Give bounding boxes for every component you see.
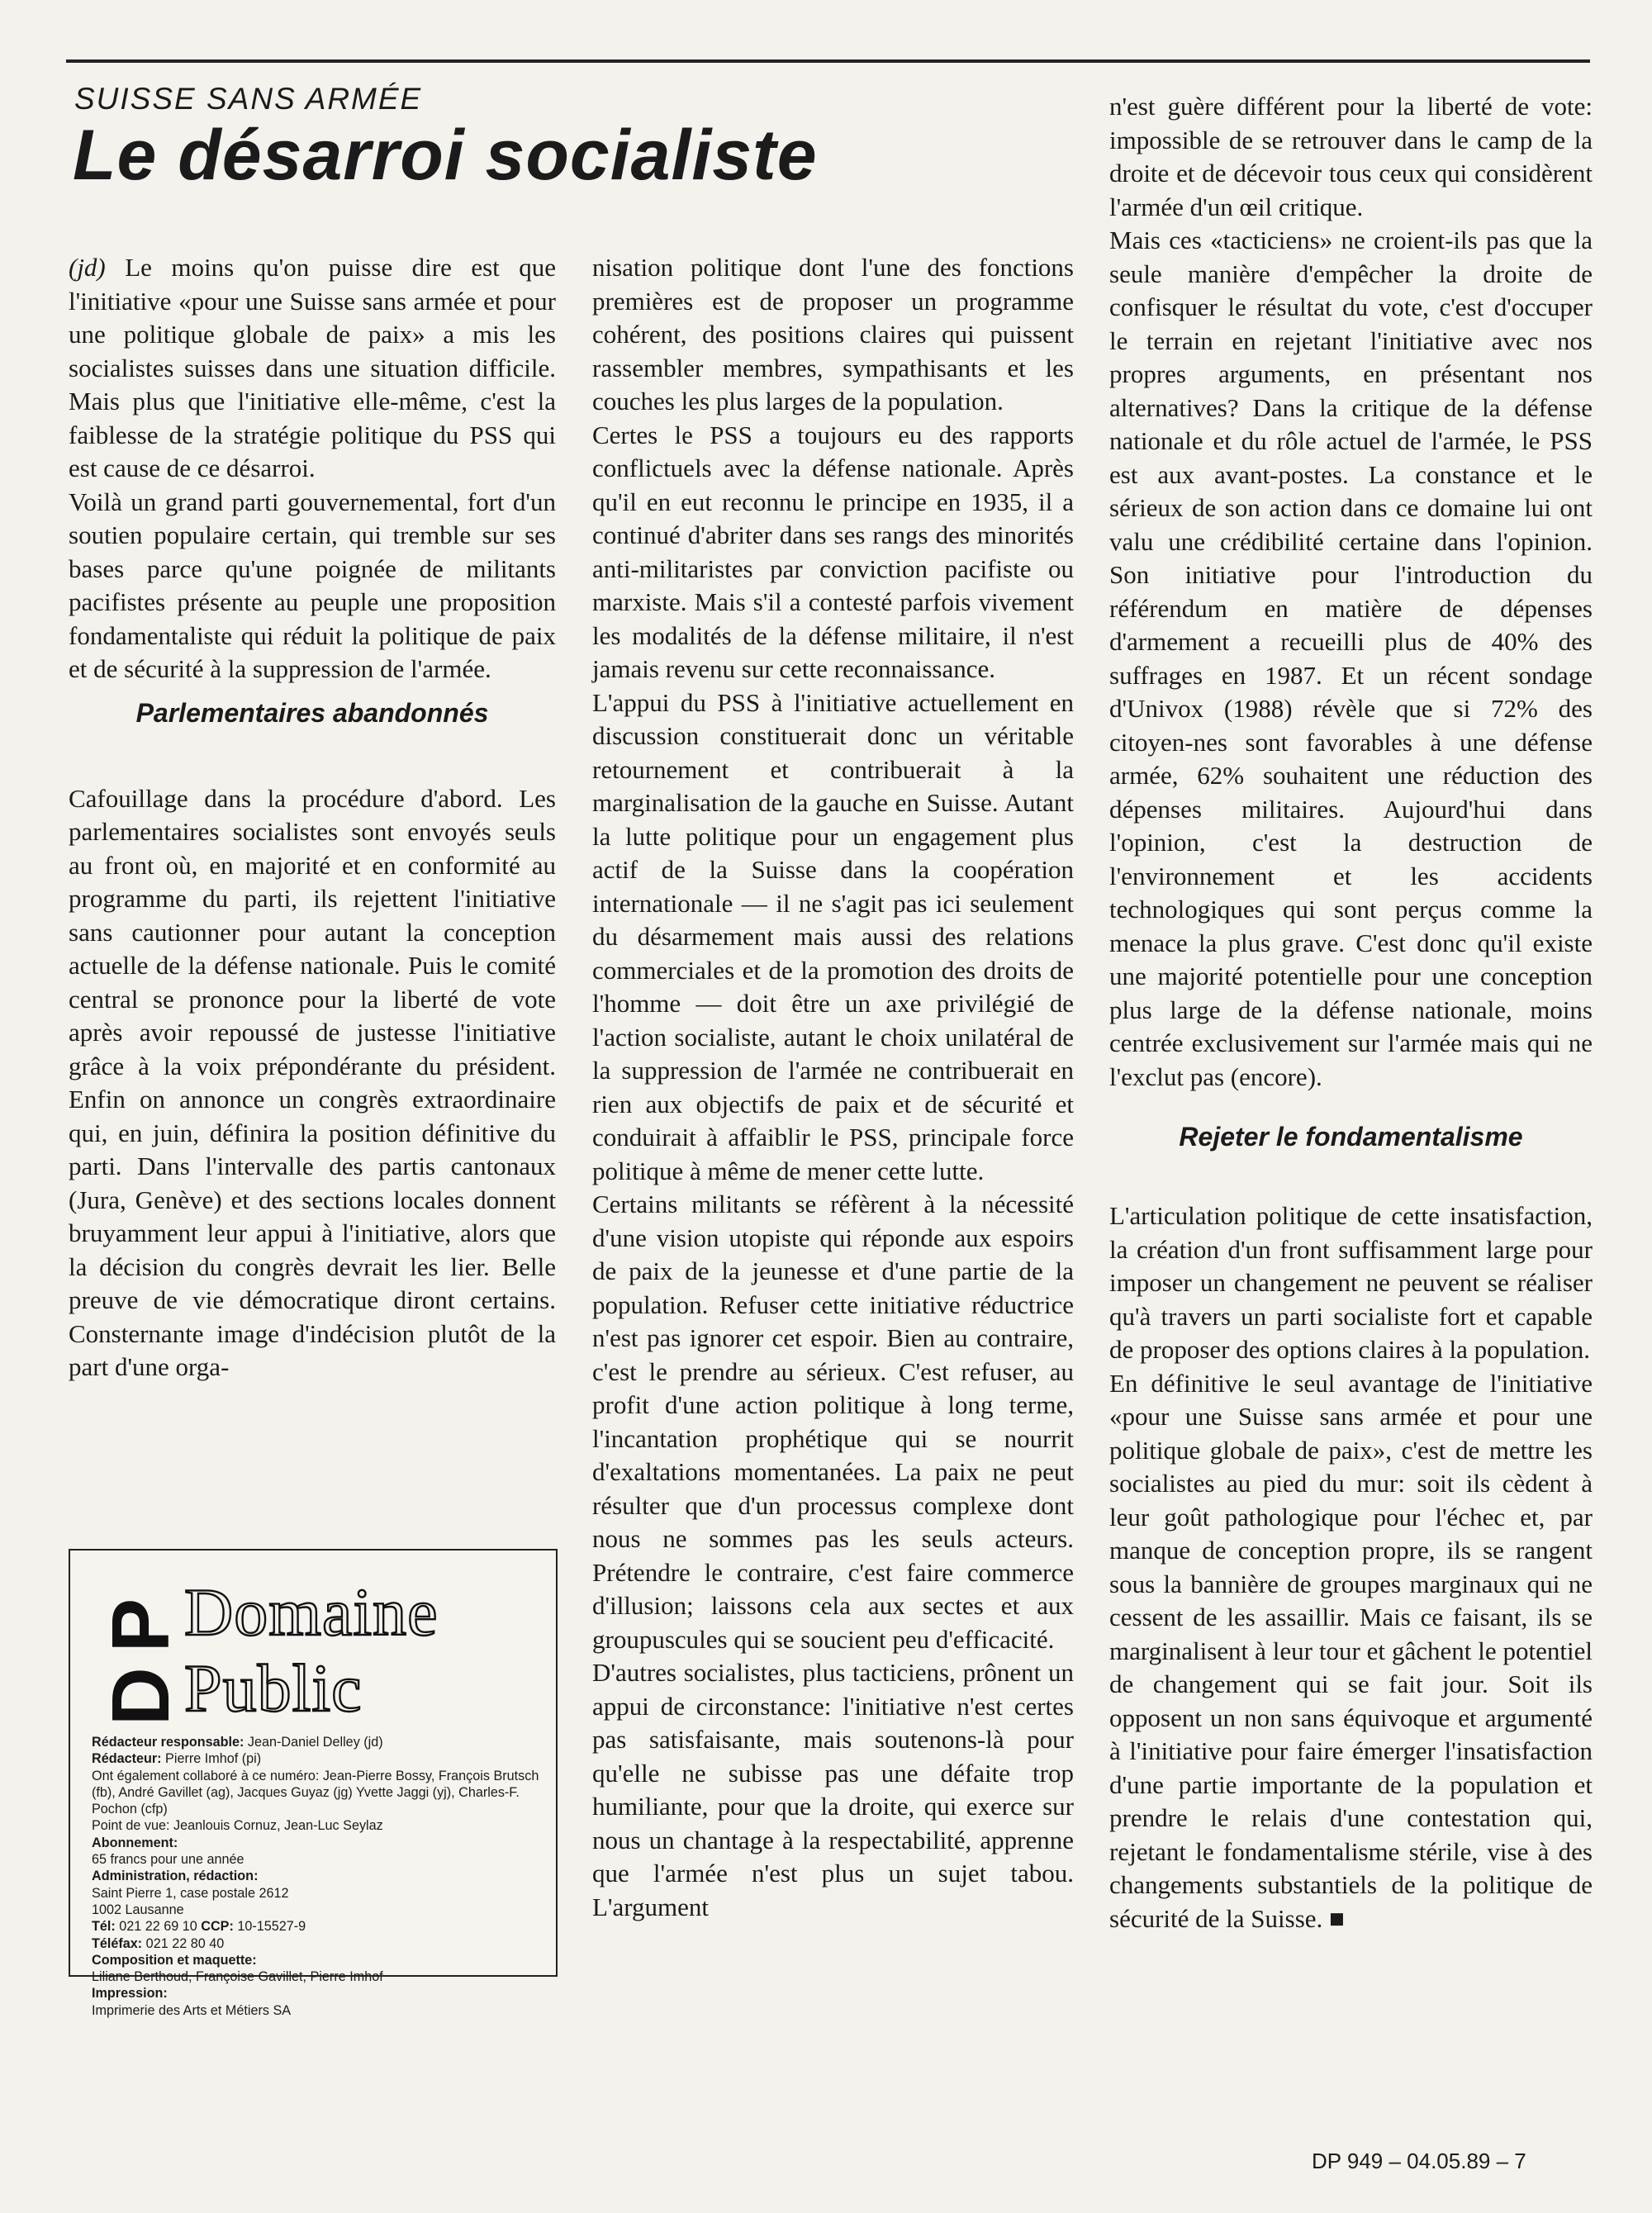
article-paragraph: Mais ces «tacticiens» ne croient-ils pas que la seule manière d'empêcher la droite de confisquer le résultat du vote, c'est d'occuper le terrain en rejetant l'initiative avec nos propres arguments, en présentant nos alternatives? Dans la critique de la défense nationale et du rôle actuel de l'armée, le PSS est aux avant-postes. La constance et le sérieux de son action dans ce domaine lui ont valu une crédibilité certaine dans l'opinion. Son initiative pour l'introduction du référendum en matière de dépenses d'armement a recueilli plus de 40% des suffrages en 1987. Et un récent sondage d'Univox (1988) révèle que si 72% des citoyen-nes sont favorables à une défense armée, 62% souhaitent une réduction des dépenses militaires. Aujourd'hui dans l'opinion, c'est la destruction de l'environnement et les accidents technologiques qui sont perçus comme la menace la plus grave. C'est donc qu'il existe une majorité potentielle pour une conception plus large de la défense nationale, moins centrée exclusivement sur l'armée mais qui ne l'exclut pas (encore). <box>1109 226 1593 1091</box>
credit-line: Impression: <box>92 1986 168 2002</box>
top-rule <box>66 59 1590 63</box>
logo-initials: DP <box>95 1583 186 1726</box>
credit-line: Liliane Berthoud, Françoise Gavillet, Pierre Imhof <box>92 1969 383 1985</box>
credit-line: Tél: 021 22 69 10 CCP: 10-15527-9 <box>92 1919 306 1935</box>
credit-line: Ont également collaboré à ce numéro: Jean-Pierre Bossy, François Brutsch (fb), André Gavillet (ag), Jacques Guyaz (jg) Yvette Jaggi (yj), Charles-F. Pochon (cfp) <box>92 1768 539 1817</box>
credit-line: Téléfax: 021 22 80 40 <box>92 1935 225 1951</box>
article-paragraph: Voilà un grand parti gouvernemental, fort d'un soutien populaire certain, qui tremble sur ses bases parce qu'une poignée de militants pacifistes présente au peuple une proposition fondamentaliste qui réduit la politique de paix et de sécurité à la suppression de l'armée. <box>69 487 556 683</box>
credit-line: 1002 Lausanne <box>92 1902 184 1917</box>
credit-line: Composition et maquette: <box>92 1952 257 1968</box>
credit-line: Imprimerie des Arts et Métiers SA <box>92 2002 292 2018</box>
article-column-2 <box>592 251 1074 1924</box>
article-paragraph: En définitive le seul avantage de l'initiative «pour une Suisse sans armée et pour une politique globale de paix», c'est de mettre les socialistes au pied du mur: soit ils cèdent à leur goût pathologique pour l'échec et, par manque de conception propre, ils se rangent sous la bannière de groupes marginaux qui ne cessent de les assaillir. Mais ce faisant, ils se marginalisent à leur tour et gâchent le potentiel de changement qui se fait jour. Soit ils opposent un non sans équivoque et argumenté à l'initiative pour faire émerger l'insatisfaction d'une partie importante de la population et prendre le relais d'une contestation qui, rejetant le fondamentalisme stérile, vise à des changements substantiels de la politique de sécurité de la Suisse. ■ <box>1109 1368 1593 1933</box>
credit-line: Saint Pierre 1, case postale 2612 <box>92 1885 289 1901</box>
masthead-credits <box>92 1734 546 2019</box>
credit-line: Point de vue: Jeanlouis Cornuz, Jean-Luc Seylaz <box>92 1818 383 1834</box>
kicker: SUISSE SANS ARMÉE <box>74 82 423 116</box>
credit-line: Abonnement: <box>92 1835 178 1850</box>
article-paragraph: L'appui du PSS à l'initiative actuellement en discussion constituerait donc un véritable retournement et contribuerait à la marginalisation de la gauche en Suisse. Autant la lutte politique pour un engagement plus actif de la Suisse dans la coopération internationale — il ne s'agit pas ici seulement du désarmement mais aussi des relations commerciales et de la promotion des droits de l'homme — doit être un axe privilégié de l'action socialiste, autant le choix unilatéral de la suppression de l'armée ne contribuerait en rien aux objectifs de paix et de sécurité et conduirait à affaiblir le PSS, principale force politique à même de mener cette lutte. <box>592 687 1074 1185</box>
page-footer: DP 949 – 04.05.89 – 7 <box>1312 2149 1526 2173</box>
article-paragraph: n'est guère différent pour la liberté de vote: impossible de se retrouver dans le camp de la droite et de décevoir tous ceux qui considèrent l'armée d'un œil critique. <box>1109 92 1593 221</box>
logo-name-line-1: Domaine <box>184 1574 439 1650</box>
masthead-logo <box>87 1569 549 1734</box>
article-paragraph: nisation politique dont l'une des fonctions premières est de proposer un programme cohérent, des positions claires qui puissent rassembler membres, sympathisants et les couches les plus larges de la population. <box>592 253 1074 416</box>
article-paragraph <box>69 251 556 486</box>
masthead-box <box>69 1549 558 2018</box>
author-tag: (jd) <box>69 253 106 282</box>
subhead: Parlementaires abandonnés <box>135 697 489 728</box>
article-paragraph: Certains militants se réfèrent à la nécessité d'une vision utopiste qui réponde aux espoirs de paix de la jeunesse et d'une partie de la population. Refuser cette initiative réductrice n'est pas ignorer cet espoir. Bien au contraire, c'est le prendre au sérieux. C'est refuser, au profit d'une action politique à long terme, l'incantation prophétique qui se nourrit d'exaltations momentanées. La paix ne peut résulter que d'un processus complexe dont nous ne sommes pas les seuls acteurs. Prétendre le contraire, c'est faire commerce d'illusion; laissons cela aux sectes et aux groupuscules qui se soucient peu d'efficacité. <box>592 1190 1074 1654</box>
article-paragraph: D'autres socialistes, plus tacticiens, prônent un appui de circonstance: l'initiative n'est certes pas satisfaisante, mais soutenons-là pour qu'elle ne subisse pas une défaite trop humiliante, pour que la droite, qui exerce sur nous un chantage à la respectabilité, apprenne que l'armée n'est plus un sujet tabou. L'argument <box>592 1658 1074 1921</box>
credit-line: 65 francs pour une année <box>92 1852 244 1868</box>
headline: Le désarroi socialiste <box>73 116 818 195</box>
paragraph-text: Le moins qu'on puisse dire est que l'initiative «pour une Suisse sans armée et pour une politique globale de paix» a mis les socialistes suisses dans une situation difficile. Mais plus que l'initiative elle-même, c'est la faiblesse de la stratégie politique du PSS qui est cause de ce désarroi. <box>69 253 556 482</box>
subhead: Rejeter le fondamentalisme <box>1179 1122 1523 1152</box>
article-paragraph: Certes le PSS a toujours eu des rapports conflictuels avec la défense nationale. Après qu'il en eut reconnu le principe en 1935, il a continué d'abriter dans ses rangs des minorités anti-militaristes par conviction pacifiste ou marxiste. Mais s'il a contesté parfois vivement les modalités de la défense militaire, il n'est jamais revenu sur cette reconnaissance. <box>592 420 1074 683</box>
credit-line: Rédacteur responsable: Jean-Daniel Delley (jd) <box>92 1735 383 1750</box>
article-column-3 <box>1109 90 1593 1935</box>
logo-name-line-2: Public <box>184 1650 363 1726</box>
credit-line: Rédacteur: Pierre Imhof (pi) <box>92 1751 262 1767</box>
credit-line: Administration, rédaction: <box>92 1869 259 1884</box>
article-paragraph: L'articulation politique de cette insatisfaction, la création d'un front suffisamment large pour imposer un changement ne peuvent se réaliser qu'à travers un parti socialiste fort et capable de proposer des options claires à la population. <box>1109 1201 1593 1364</box>
article-column-1 <box>69 251 556 1384</box>
article-paragraph: Cafouillage dans la procédure d'abord. Les parlementaires socialistes sont envoyés seuls au front où, en majorité et en conformité au programme du parti, ils rejettent l'initiative sans cautionner pour autant la conception actuelle de la défense nationale. Puis le comité central se prononce pour la liberté de vote après avoir repoussé de justesse l'initiative grâce à la voix prépondérante du président. Enfin on annonce un congrès extraordinaire qui, en juin, définira la position définitive du parti. Dans l'intervalle des partis cantonaux (Jura, Genève) et des sections locales donnent bruyamment leur appui à l'initiative, alors que la décision du congrès devrait les lier. Belle preuve de vie démocratique diront certains. Consternante image d'indécision plutôt de la part d'une orga- <box>69 783 556 1381</box>
